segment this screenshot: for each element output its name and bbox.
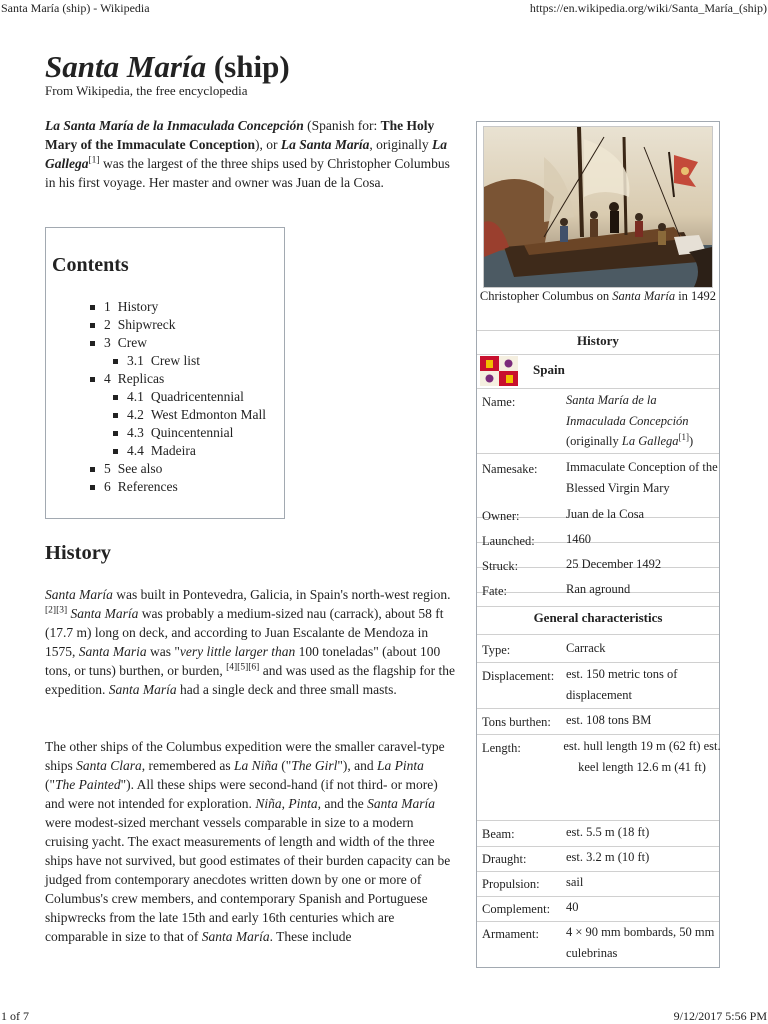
infobox-caption [477,286,719,306]
infobox-label: Fate: [482,584,507,598]
paragraph-text: , remembered as [141,758,234,773]
paragraph-text: (" [277,758,292,773]
bullet-icon [113,359,118,364]
toc-item-label: References [117,479,178,494]
ship-full-name: La Santa María de la Inmaculada Concepción [45,118,304,133]
toc-item-number: 5 [104,461,111,476]
ship-name: Niña [255,796,282,811]
bullet-icon [113,431,118,436]
toc-item-label: See also [117,461,163,476]
toc-item[interactable] [46,406,286,424]
ship-name: Santa Clara [76,758,142,773]
infobox-label: Armament: [482,927,539,941]
toc-item-number: 1 [104,299,111,314]
reference-link[interactable]: [4][5][6] [226,662,260,673]
infobox-value: 4 × 90 mm bombards, 50 mm culebrinas [566,925,715,960]
toc-item[interactable] [46,388,286,406]
quote-text: very little larger than [179,644,296,659]
ship-english-name: The Holy Mary of the Immaculate Conception [45,118,435,152]
infobox-value: est. 108 tons BM [566,713,652,727]
infobox-value: Juan de la Cosa [566,507,645,521]
infobox-label: Propulsion: [482,877,540,891]
intro-text: , originally [369,137,432,152]
history-paragraph-1 [45,585,457,699]
infobox-value: est. 3.2 m (10 ft) [566,850,650,864]
infobox-label: Tons burthen: [482,715,551,729]
ship-original-name: La Gallega [621,434,679,448]
infobox-value: est. 5.5 m (18 ft) [566,825,650,839]
paragraph-text: had a single deck and three small masts. [176,682,397,697]
infobox-divider [477,606,719,607]
toc-item-label: History [117,299,159,314]
infobox-value-name [566,390,718,452]
infobox-painting[interactable] [483,126,713,288]
paragraph-text: "), and [337,758,378,773]
print-page-count: 1 of 7 [1,1009,29,1023]
toc-item-label: Quincentennial [150,425,234,440]
bullet-icon [90,485,95,490]
infobox-label: Displacement: [482,669,555,683]
infobox-section-history: History [577,333,619,348]
toc-item-number: 4.3 [127,425,144,440]
bullet-icon [90,377,95,382]
translation-text: The Painted [55,777,121,792]
caption-ship-name: Santa María [612,289,676,303]
infobox-value: 25 December 1492 [566,557,662,571]
infobox-divider [477,662,719,663]
toc-item[interactable] [46,478,286,496]
page-title [45,48,290,86]
toc-item-number: 4.1 [127,389,144,404]
infobox-label: Struck: [482,559,519,573]
infobox-divider [477,354,719,355]
toc-item-number: 6 [104,479,111,494]
ship-name: Santa Maria [78,644,147,659]
infobox-label-name: Name: [482,395,516,409]
ship-original-name: La Gallega [45,137,447,171]
infobox-value: 40 [566,900,579,914]
paragraph-text: The other ships of the Columbus expedition were the smaller caravel-type ships [45,739,445,773]
toc-item[interactable] [46,442,286,460]
toc-item[interactable] [46,316,286,334]
infobox-divider [477,388,719,389]
ship-name: Santa María [67,606,139,621]
toc-item-number: 4 [104,371,111,386]
paragraph-text: 100 toneladas" (about 100 tons, or tuns) burthen, or burden, [45,644,441,678]
infobox-divider [477,708,719,709]
paragraph-text: was probably a medium-sized nau (carrack), about 58 ft (17.7 m) long on deck, and according to Juan Escalante de Mendoza in 1575, [45,606,444,659]
section-heading-history: History [45,542,112,564]
toc-title: Contents [52,254,129,276]
infobox [476,121,720,968]
infobox-label: Beam: [482,827,515,841]
ship-name: Pinta [288,796,318,811]
toc-item-number: 4.2 [127,407,144,422]
infobox-value: est. 150 metric tons of displacement [566,667,678,702]
toc-item-label: Replicas [117,371,165,386]
bullet-icon [90,341,95,346]
toc-item-label: Crew list [150,353,200,368]
bullet-icon [113,395,118,400]
infobox-value: Ran aground [566,582,631,596]
bullet-icon [90,467,95,472]
toc-list [46,298,286,496]
intro-text: was the largest of the three ships used by Christopher Columbus in his first voyage. Her master and owner was Juan de la Cosa. [45,156,450,190]
reference-link[interactable]: [2][3] [45,605,68,616]
ship-short-name: La Santa María [280,137,370,152]
translation-text: The Girl [291,758,338,773]
infobox-label: Launched: [482,534,535,548]
infobox-value: Immaculate Conception of the Blessed Virgin Mary [566,460,718,495]
toc-item[interactable] [46,352,286,370]
toc-item-label: West Edmonton Mall [150,407,267,422]
infobox-label: Namesake: [482,462,538,476]
print-timestamp: 9/12/2017 5:56 PM [673,1009,767,1023]
infobox-value: Carrack [566,641,606,655]
caption-text: Christopher Columbus on [479,289,613,303]
history-paragraph-2 [45,737,457,946]
infobox-value: 1460 [566,532,591,546]
toc-item-number: 3 [104,335,111,350]
infobox-label: Complement: [482,902,551,916]
infobox-label: Type: [482,643,511,657]
page-subtitle: From Wikipedia, the free encyclopedia [45,83,248,98]
toc-item-label: Shipwreck [117,317,176,332]
infobox-value: sail [566,875,584,889]
toc-item-number: 3.1 [127,353,144,368]
infobox-label: Draught: [482,852,527,866]
reference-link[interactable]: [1] [88,155,100,166]
page-title-rest: (ship) [206,49,290,84]
toc-item[interactable] [46,370,286,388]
intro-paragraph [45,116,457,192]
page-title-italic: Santa María [45,49,207,84]
toc-item-label: Madeira [150,443,196,458]
intro-text: (Spanish for: [303,118,381,133]
paragraph-text: was built in Pontevedra, Galicia, in Spain's north-west region. [112,587,451,602]
infobox-divider [477,330,719,331]
infobox-value: est. hull length 19 m (62 ft) est. keel length 12.6 m (41 ft) [563,739,721,774]
toc-item-label: Crew [117,335,147,350]
ship-name: Santa María [108,682,177,697]
toc-item-number: 4.4 [127,443,144,458]
paragraph-text: "). All these ships were second-hand (if not third- or more) and were not intended for exploration. [45,777,438,811]
ship-name: Santa María [201,929,270,944]
value-text: (originally [566,434,622,448]
paragraph-text: were modest-sized merchant vessels comparable in size to a modern cruising yacht. The exact measurements of length and width of the three ships have not survived, but good estimates of their burden capacity can be judged from contemporary anecdotes written down by one or more of Columbus's crew members, and contemporary Spanish and Portuguese shipwrecks from the late 15th and early 16th centuries which are comparable in size to that of [45,815,451,944]
bullet-icon [90,323,95,328]
infobox-divider [477,734,719,735]
ship-name: La Niña [234,758,278,773]
caption-text: in 1492 [675,289,717,303]
ship-painting-image [484,127,712,287]
paragraph-text: . These include [269,929,352,944]
toc-item[interactable] [46,460,286,478]
paragraph-text: , [281,796,289,811]
ship-full-name: Santa María de la Inmaculada Concepción [566,393,689,428]
toc-item-label: Quadricentennial [150,389,244,404]
toc-item[interactable] [46,298,286,316]
infobox-divider [477,453,719,454]
toc-item[interactable] [46,424,286,442]
toc-item[interactable] [46,334,286,352]
bullet-icon [113,413,118,418]
paragraph-text: and was used as the flagship for the expedition. [45,663,456,697]
infobox-divider [477,820,719,821]
print-page-title: Santa María (ship) - Wikipedia [1,1,150,15]
paragraph-text: , and the [317,796,368,811]
toc-item-number: 2 [104,317,111,332]
paragraph-text: (" [45,777,56,792]
print-url: https://en.wikipedia.org/wiki/Santa_María_(ship) [529,1,767,15]
bullet-icon [113,449,118,454]
bullet-icon [90,305,95,310]
ship-name: Santa María [45,587,113,602]
reference-link[interactable]: [1] [678,431,689,442]
intro-text: ), or [254,137,281,152]
castile-leon-flag-icon [480,356,518,386]
infobox-country: Spain [533,362,565,377]
infobox-section-general: General characteristics [533,610,663,625]
ship-name: La Pinta [377,758,424,773]
infobox-label: Length: [482,741,521,755]
table-of-contents [45,227,285,519]
ship-name: Santa María [367,796,435,811]
infobox-divider [477,634,719,635]
value-text: ) [689,434,694,448]
paragraph-text: was " [146,644,180,659]
infobox-label: Owner: [482,509,520,523]
